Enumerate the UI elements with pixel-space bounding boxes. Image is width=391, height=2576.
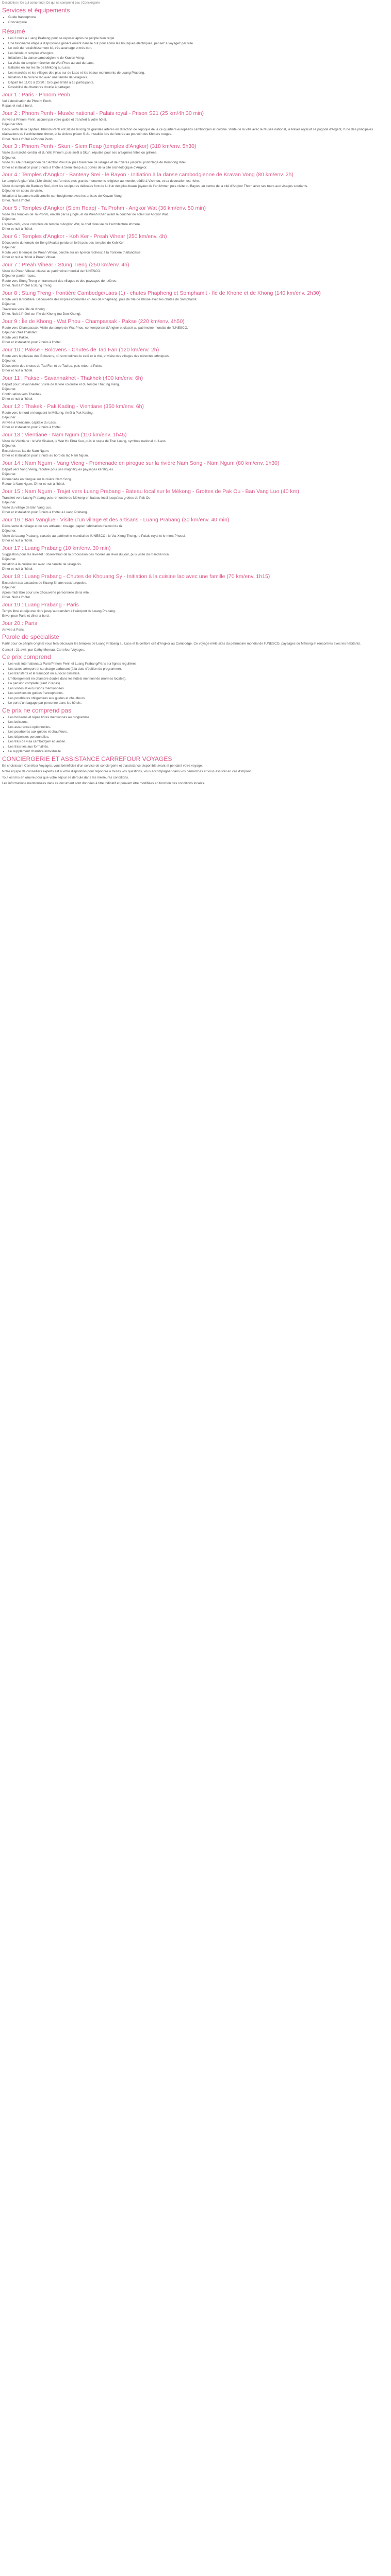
list-item: • Les services de guides francophones.: [8, 691, 389, 696]
day-title: Jour 13 : Vientiane - Nam Ngum (110 km/env. 1h45): [2, 431, 127, 438]
day-line: Excursion aux cascades de Kuang Si, aux eaux turquoise.: [2, 581, 87, 585]
excludes-list: [2, 715, 389, 754]
day-description: [2, 496, 389, 515]
concierge-paragraph: Les informations mentionnées dans ce document sont données à titre indicatif et peuvent être modifiées en fonction des conditions locales.: [2, 782, 205, 785]
day-title: Jour 16 : Ban Vanglue - Visite d'un village et des artisans - Luang Prabang (30 km/env. 40 min): [2, 516, 230, 523]
day-title: Jour 15 : Nam Ngum - Trajet vers Luang Prabang - Bateau local sur le Mékong - Grottes de Pak Ou - Ban Vang Luo (40 km): [2, 488, 299, 495]
concierge-section: [2, 755, 389, 786]
day-line: Déjeuner.: [2, 387, 17, 391]
concierge-paragraph: Notre équipe de conseillers experts est à votre disposition pour répondre à toutes vos questions, vous accompagner dans vos démarches et vous assister en cas d'imprévu.: [2, 770, 254, 773]
day-line: Visite de Luang Prabang, classée au patrimoine mondial de l'UNESCO : le Vat Xieng Thong, le Palais royal et le mont Phousi.: [2, 534, 186, 538]
list-item: • Les taxes aéroport et surcharge carburant (à la date d'édition du programme).: [8, 667, 389, 672]
day-description: [2, 581, 389, 600]
services-list: [2, 15, 389, 25]
day-line: Dîner et nuit à l'hôtel.: [2, 397, 34, 401]
day-section: [2, 517, 389, 544]
day-line: Initiation à la danse traditionnelle cambodgienne avec les artistes de Kravan Vong.: [2, 194, 123, 198]
day-line: Visite du marché central et du Wat Phnom, puis arrêt à Skun, réputée pour ses araignées frites ou grillées.: [2, 151, 157, 155]
day-line: Dîner et nuit à l'hôtel.: [2, 227, 34, 231]
day-title: Jour 6 : Temples d'Angkor - Koh Ker - Preah Vihear (250 km/env. 4h): [2, 233, 167, 240]
day-description: [2, 411, 389, 430]
day-line: Départ vers Vang Vieng, réputée pour ses magnifiques paysages karstiques.: [2, 467, 114, 471]
partner-signature: Conseil : 21 avril, par Cathy Moreau, Carrefour Voyages.: [2, 648, 85, 652]
day-line: Dîner et installation pour 2 nuits à l'hôtel.: [2, 426, 62, 429]
day-line: Route vers le plateau des Bolovens, où sont cultivés le café et le thé, et visite des villages des minorités ethniques.: [2, 354, 170, 358]
day-line: Visite des temples de Ta Prohm, envahi par la jungle, et du Preah Khan avant le coucher de soleil sur Angkor Wat.: [2, 212, 169, 216]
day-section: [2, 290, 389, 317]
day-description: [2, 99, 389, 109]
list-item: • Les marchés et les villages des plus sur de Laos et les beaux monuments de Luang Prabang.: [8, 71, 389, 76]
partner-section: [2, 633, 389, 652]
day-line: Dîner et installation pour 3 nuits à l'hôtel à Luang Prabang.: [2, 511, 88, 514]
concierge-title: CONCIERGERIE ET ASSISTANCE CARREFOUR VOYAGES: [2, 755, 172, 762]
excludes-title: Ce prix ne comprend pas: [2, 706, 72, 714]
day-description: [2, 212, 389, 232]
day-line: Déjeuner.: [2, 246, 17, 249]
day-section: [2, 262, 389, 289]
day-title: Jour 8 : Stung Treng - frontière Cambodge/Laos (1) - chutes Phapheng et Somphamit - île de Khone et de Khong (140 km/env. 2h30): [2, 290, 321, 296]
day-line: Retour à Nam Ngum. Dîner et nuit à l'hôtel.: [2, 482, 66, 486]
day-line: Dîner. Nuit à l'hôtel.: [2, 199, 31, 202]
day-line: Arrivée à Phnom Penh, accueil par votre guide et transfert à votre hôtel.: [2, 117, 107, 122]
day-line: Arrivée à Vientiane, capitale du Laos.: [2, 420, 57, 425]
day-title: Jour 4 : Temples d'Angkor - Banteay Srei - le Bayon - Initiation à la danse cambodgienne de Kravan Vong (80 km/env. 2h): [2, 172, 294, 178]
list-item: • Les pourboires obligatoires aux guides et chauffeurs.: [8, 696, 389, 701]
day-line: Promenade en pirogue sur la rivière Nam Song.: [2, 477, 72, 481]
list-item: • Guide francophone: [8, 15, 389, 20]
day-line: Repas et nuit à bord.: [2, 104, 33, 108]
day-section: [2, 432, 389, 459]
day-description: [2, 609, 389, 619]
day-line: Dîner et nuit à l'hôtel.: [2, 567, 34, 571]
list-item: • Les frais de visa cambodgien et laotien.: [8, 739, 389, 744]
day-description: [2, 269, 389, 289]
day-title: Jour 11 : Pakse - Savannakhet - Thakhek (400 km/env. 6h): [2, 375, 143, 381]
day-line: Déjeuner panier-repas.: [2, 274, 36, 278]
day-line: Déjeuner.: [2, 557, 17, 561]
day-section: [2, 545, 389, 572]
day-section: [2, 347, 389, 374]
list-item: • Possibilité de chambres double à partager.: [8, 85, 389, 90]
list-item: • Les fabuleux temples d'Angkor.: [8, 51, 389, 56]
day-line: Traversée vers l'île de Khong.: [2, 307, 46, 311]
list-item: • Initiation à la cuisine lao avec une famille de villageois.: [8, 75, 389, 80]
day-title: Jour 9 : Île de Khong - Wat Phou - Champassak - Pakse (220 km/env. 4h50): [2, 318, 185, 325]
day-description: [2, 297, 389, 317]
includes-title: Ce prix comprend: [2, 653, 51, 660]
day-title: Jour 19 : Luang Prabang - Paris: [2, 601, 79, 608]
day-line: Déjeuner.: [2, 217, 17, 221]
day-line: Le temple Angkor Wat (12e siècle) est l'un des plus grands monuments religieux au monde, dédié à Vishnou, et sa décoration est riche.: [2, 179, 200, 183]
day-line: Découverte des chutes de Tad Fan et de Tad Lo, puis retour à Pakse.: [2, 364, 104, 368]
day-section: [2, 602, 389, 619]
day-line: Visite du Preah Vihear, classé au patrimoine mondial de l'UNESCO.: [2, 269, 101, 273]
day-section: [2, 205, 389, 232]
list-item: • Les boissons.: [8, 720, 389, 725]
list-item: • Départ les 11/01 à 20/20 : Groupes limité à 16 participants.: [8, 80, 389, 86]
partner-text: Partir pour ce périple original vous fera découvrir les temples de Luang Prabang au Laos et la célèbre cité d'Angkor au Cambodge. Ce voyage mêle sites du patrimoine mondial de l'UNESCO, paysages du Mékong et rencontres avec les habitants.: [2, 642, 361, 646]
day-line: Déjeuner libre.: [2, 123, 24, 126]
day-line: Déjeuner.: [2, 416, 17, 419]
day-line: Dîner et nuit à l'hôtel à Preah Vihear.: [2, 256, 56, 259]
day-section: [2, 110, 389, 142]
breadcrumb[interactable]: Description | Ce qui comprend | Ce qui ne comprend pas | Conciergerie: [2, 2, 100, 5]
day-line: Déjeuner.: [2, 529, 17, 533]
day-line: Déjeuner en cours de visite.: [2, 189, 43, 193]
day-line: Dîner et installation pour 3 nuits à l'hôtel à Siem Reap aux portes de la cité archéologique d'Angkor.: [2, 165, 148, 170]
day-section: [2, 620, 389, 633]
itinerary: [2, 92, 389, 633]
day-line: Temps libre et déjeuner libre jusqu'au transfert à l'aéroport de Luang Prabang.: [2, 609, 116, 613]
day-section: [2, 172, 389, 204]
day-line: Route vers le temple de Preah Vihear, perché sur un éperon rocheux à la frontière thaïlandaise.: [2, 250, 142, 255]
list-item: • Les assurances optionnelles.: [8, 725, 389, 730]
day-title: Jour 12 : Thakek - Pak Kading - Vientiane (350 km/env. 6h): [2, 403, 144, 410]
day-line: Arrivée à Paris.: [2, 628, 25, 632]
day-line: Dîner et installation pour 2 nuits au bord du lac Nam Ngum.: [2, 454, 89, 457]
day-line: Route vers le nord en longeant le Mékong. Arrêt à Pak Kading.: [2, 411, 94, 415]
day-line: Déjeuner.: [2, 501, 17, 504]
list-item: • Le port d'un bagage par personne dans les hôtels.: [8, 701, 389, 706]
list-item: • Conciergerie: [8, 20, 389, 25]
concierge-text: [2, 764, 389, 786]
list-item: • Les pourboires aux guides et chauffeurs.: [8, 730, 389, 735]
day-line: Dîner. Nuit à l'hôtel à Stung Treng.: [2, 284, 53, 287]
list-item: • Les dépenses personnelles.: [8, 735, 389, 740]
day-line: Dîner. Nuit à l'hôtel.: [2, 596, 31, 599]
list-item: • Le coût du rafraîchissement ici, très avantage et très bon.: [8, 46, 389, 51]
day-description: [2, 354, 389, 374]
list-item: • Les frais liés aux formalités.: [8, 744, 389, 750]
day-section: [2, 460, 389, 487]
day-line: Visite du temple de Banteay Srei, dont les sculptures délicates font de lui l'un des plus beaux joyaux de l'art khmer, puis visite du Bayon, au centre de la cité d'Angkor Thom avec ses tours aux visages souriants.: [2, 184, 308, 188]
day-line: Découverte du village et de ses artisans : tissage, papier, fabrication d'alcool de riz.: [2, 524, 124, 528]
day-section: [2, 92, 389, 109]
day-line: Initiation à la cuisine lao avec une famille de villageois.: [2, 562, 82, 566]
day-line: Visite du village de Ban Vang Luo.: [2, 505, 52, 510]
services-title: Services et équipements: [2, 7, 70, 14]
day-description: [2, 241, 389, 260]
day-line: Route vers Pakse.: [2, 335, 29, 340]
list-item: • La visite du temple mérovien de Wat Phou au sud du Laos.: [8, 61, 389, 66]
day-section: [2, 143, 389, 170]
list-item: • Les visites et excursions mentionnées.: [8, 686, 389, 691]
day-line: Envol pour Paris et dîner à bord.: [2, 614, 50, 618]
day-description: [2, 439, 389, 459]
day-line: Route vers Stung Treng en traversant des villages et des paysages de rizières.: [2, 279, 118, 283]
day-section: [2, 375, 389, 402]
day-line: Dîner. Nuit à l'hôtel sur l'île de Khong (ou Don Khong).: [2, 312, 82, 316]
day-line: Déjeuner.: [2, 359, 17, 363]
day-section: [2, 233, 389, 260]
day-title: Jour 1 : Paris - Phnom Penh: [2, 91, 70, 98]
day-description: [2, 524, 389, 544]
day-title: Jour 3 : Phnom Penh - Skun - Siem Reap (temples d'Angkor) (318 km/env. 5h30): [2, 143, 197, 149]
concierge-paragraph: En choisissant Carrefour Voyages, vous bénéficiez d'un service de conciergerie et d'assistance disponible avant et pendant votre voyage.: [2, 764, 203, 768]
day-line: Dîner et installation pour 2 nuits à l'hôtel.: [2, 341, 62, 344]
day-line: L'après-midi, visite complète du temple d'Angkor Wat, le chef d'œuvre de l'architecture khmère.: [2, 222, 141, 226]
day-line: Vol à destination de Phnom Penh.: [2, 99, 52, 103]
list-item: • Le supplément chambre individuelle.: [8, 749, 389, 754]
day-line: Départ pour Savannakhet. Visite de la ville coloniale et du temple That Ing Hang.: [2, 382, 120, 386]
list-item: • Balades en sur les île de Mékong au Laos.: [8, 65, 389, 71]
list-item: • Les 3 nuits à Luang Prabang pour se reposer après ce périple bien réglé.: [8, 36, 389, 41]
day-line: Déjeuner.: [2, 472, 17, 476]
day-line: Visite de Vientiane : le Wat Sisaket, le Wat Ho Phra Keo, puis le stupa de That Luang, symbole national du Laos.: [2, 439, 167, 443]
day-line: Continuation vers Thakhek.: [2, 392, 42, 396]
day-title: Jour 5 : Temples d'Angkor (Siem Reap) - Ta Prohm - Angkor Wat (36 km/env. 50 min): [2, 205, 206, 211]
list-item: • Les vols internationaux Paris/Phnom Penh et Luang Prabang/Paris sur lignes régulières.: [8, 662, 389, 667]
day-title: Jour 17 : Luang Prabang (10 km/env. 30 min): [2, 545, 111, 551]
day-description: [2, 179, 389, 204]
excludes-section: [2, 707, 389, 754]
day-section: [2, 573, 389, 600]
day-section: [2, 488, 389, 515]
day-line: Suggestion pour les lève-tôt : observation de la procession des moines au lever du jour, puis visite du marché local.: [2, 552, 171, 556]
list-item: • La pension complète (sauf 2 repas).: [8, 681, 389, 686]
includes-list: [2, 662, 389, 706]
day-line: Dîner et nuit à l'hôtel.: [2, 369, 34, 372]
day-title: Jour 2 : Phnom Penh - Musée national - Palais royal - Prison S21 (25 km/4h 30 min): [2, 110, 204, 116]
partner-title: Parole de spécialiste: [2, 633, 59, 640]
day-line: Déjeuner.: [2, 444, 17, 448]
day-description: [2, 467, 389, 487]
day-line: Excursion au lac de Nam Ngum.: [2, 449, 50, 453]
day-description: [2, 628, 389, 633]
day-line: Visite du site préangkorien de Sambor Prei Kuk puis traversée de villages et de rizières jusqu'au pont Naga de Kompong Kdei.: [2, 161, 187, 164]
day-line: Découverte du temple de Beng Mealea perdu en forêt puis des temples de Koh Ker.: [2, 241, 125, 245]
day-line: Transfert vers Luang Prabang puis remontée du Mékong en bateau local jusqu'aux grottes de Pak Ou.: [2, 496, 152, 500]
day-title: Jour 7 : Preah Vihear - Stung Treng (250 km/env. 4h): [2, 261, 129, 268]
day-description: [2, 552, 389, 572]
list-item: • Les transferts et le transport en autocar climatisé.: [8, 671, 389, 676]
day-description: [2, 150, 389, 170]
list-item: • Une fascinante étape à dispositions généralement dans le but pour écrire les boutiques électriques, pensez à voyagez par ville.: [8, 41, 389, 46]
day-line: Déjeuner chez l'habitant.: [2, 331, 39, 334]
list-item: • Les boissons et repas libres mentionnés au programme.: [8, 715, 389, 720]
page: [0, 0, 391, 787]
day-title: Jour 10 : Pakse - Bolovens - Chutes de Tad Fan (120 km/env. 2h): [2, 346, 159, 353]
list-item: • Initiation à la danse cambodgienne de Kravan Vong.: [8, 56, 389, 61]
day-line: Après-midi libre pour une découverte personnelle de la ville.: [2, 590, 90, 595]
list-item: • L'hébergement en chambre double dans les hôtels mentionnés (normes locales).: [8, 676, 389, 682]
day-description: [2, 382, 389, 402]
includes-section: [2, 653, 389, 706]
concierge-paragraph: Tout est mis en œuvre pour que votre séjour se déroule dans les meilleures conditions.: [2, 775, 129, 779]
day-section: [2, 403, 389, 430]
day-line: Dîner. Nuit à l'hôtel à Phnom Penh.: [2, 137, 54, 141]
day-description: [2, 326, 389, 345]
day-line: Déjeuner.: [2, 156, 17, 160]
day-line: Déjeuner.: [2, 586, 17, 589]
day-title: Jour 14 : Nam Ngum - Vang Vieng - Promenade en pirogue sur la rivière Nam Song - Nam Ngum (80 km/env. 1h30): [2, 460, 280, 466]
day-title: Jour 18 : Luang Prabang - Chutes de Khouang Sy - Initiation à la cuisine lao avec une famille (70 km/env. 1h15): [2, 573, 270, 580]
day-line: Déjeuner.: [2, 302, 17, 306]
day-title: Jour 20 : Paris: [2, 620, 37, 626]
day-line: Dîner et nuit à l'hôtel.: [2, 539, 34, 543]
day-line: Route vers Champassak. Visite du temple de Wat Phou, contemporain d'Angkor et classé au patrimoine mondial de l'UNESCO.: [2, 326, 188, 330]
day-section: [2, 318, 389, 345]
day-line: Découverte de la capitale. Phnom Penh est située le long de grandes artères en direction de l'époque de la ce quartiers européens cambodgien et colonie. Visite de la ville avec le Musée national, le Palais royal et sa pagode d'Argent, l'une des principales réalisations de l'architecture khmer, et la sinistre prison S-21 installée lors de l'entrée au pouvoir des Khmers rouges.: [2, 127, 373, 136]
day-description: [2, 117, 389, 142]
summary-list: [2, 36, 389, 90]
summary-title: Résumé: [2, 28, 25, 35]
day-line: Route vers la frontière. Découverte des impressionnantes chutes de Phapheng, puis de l'île de Khone avec les chutes de Somphamit.: [2, 297, 198, 301]
